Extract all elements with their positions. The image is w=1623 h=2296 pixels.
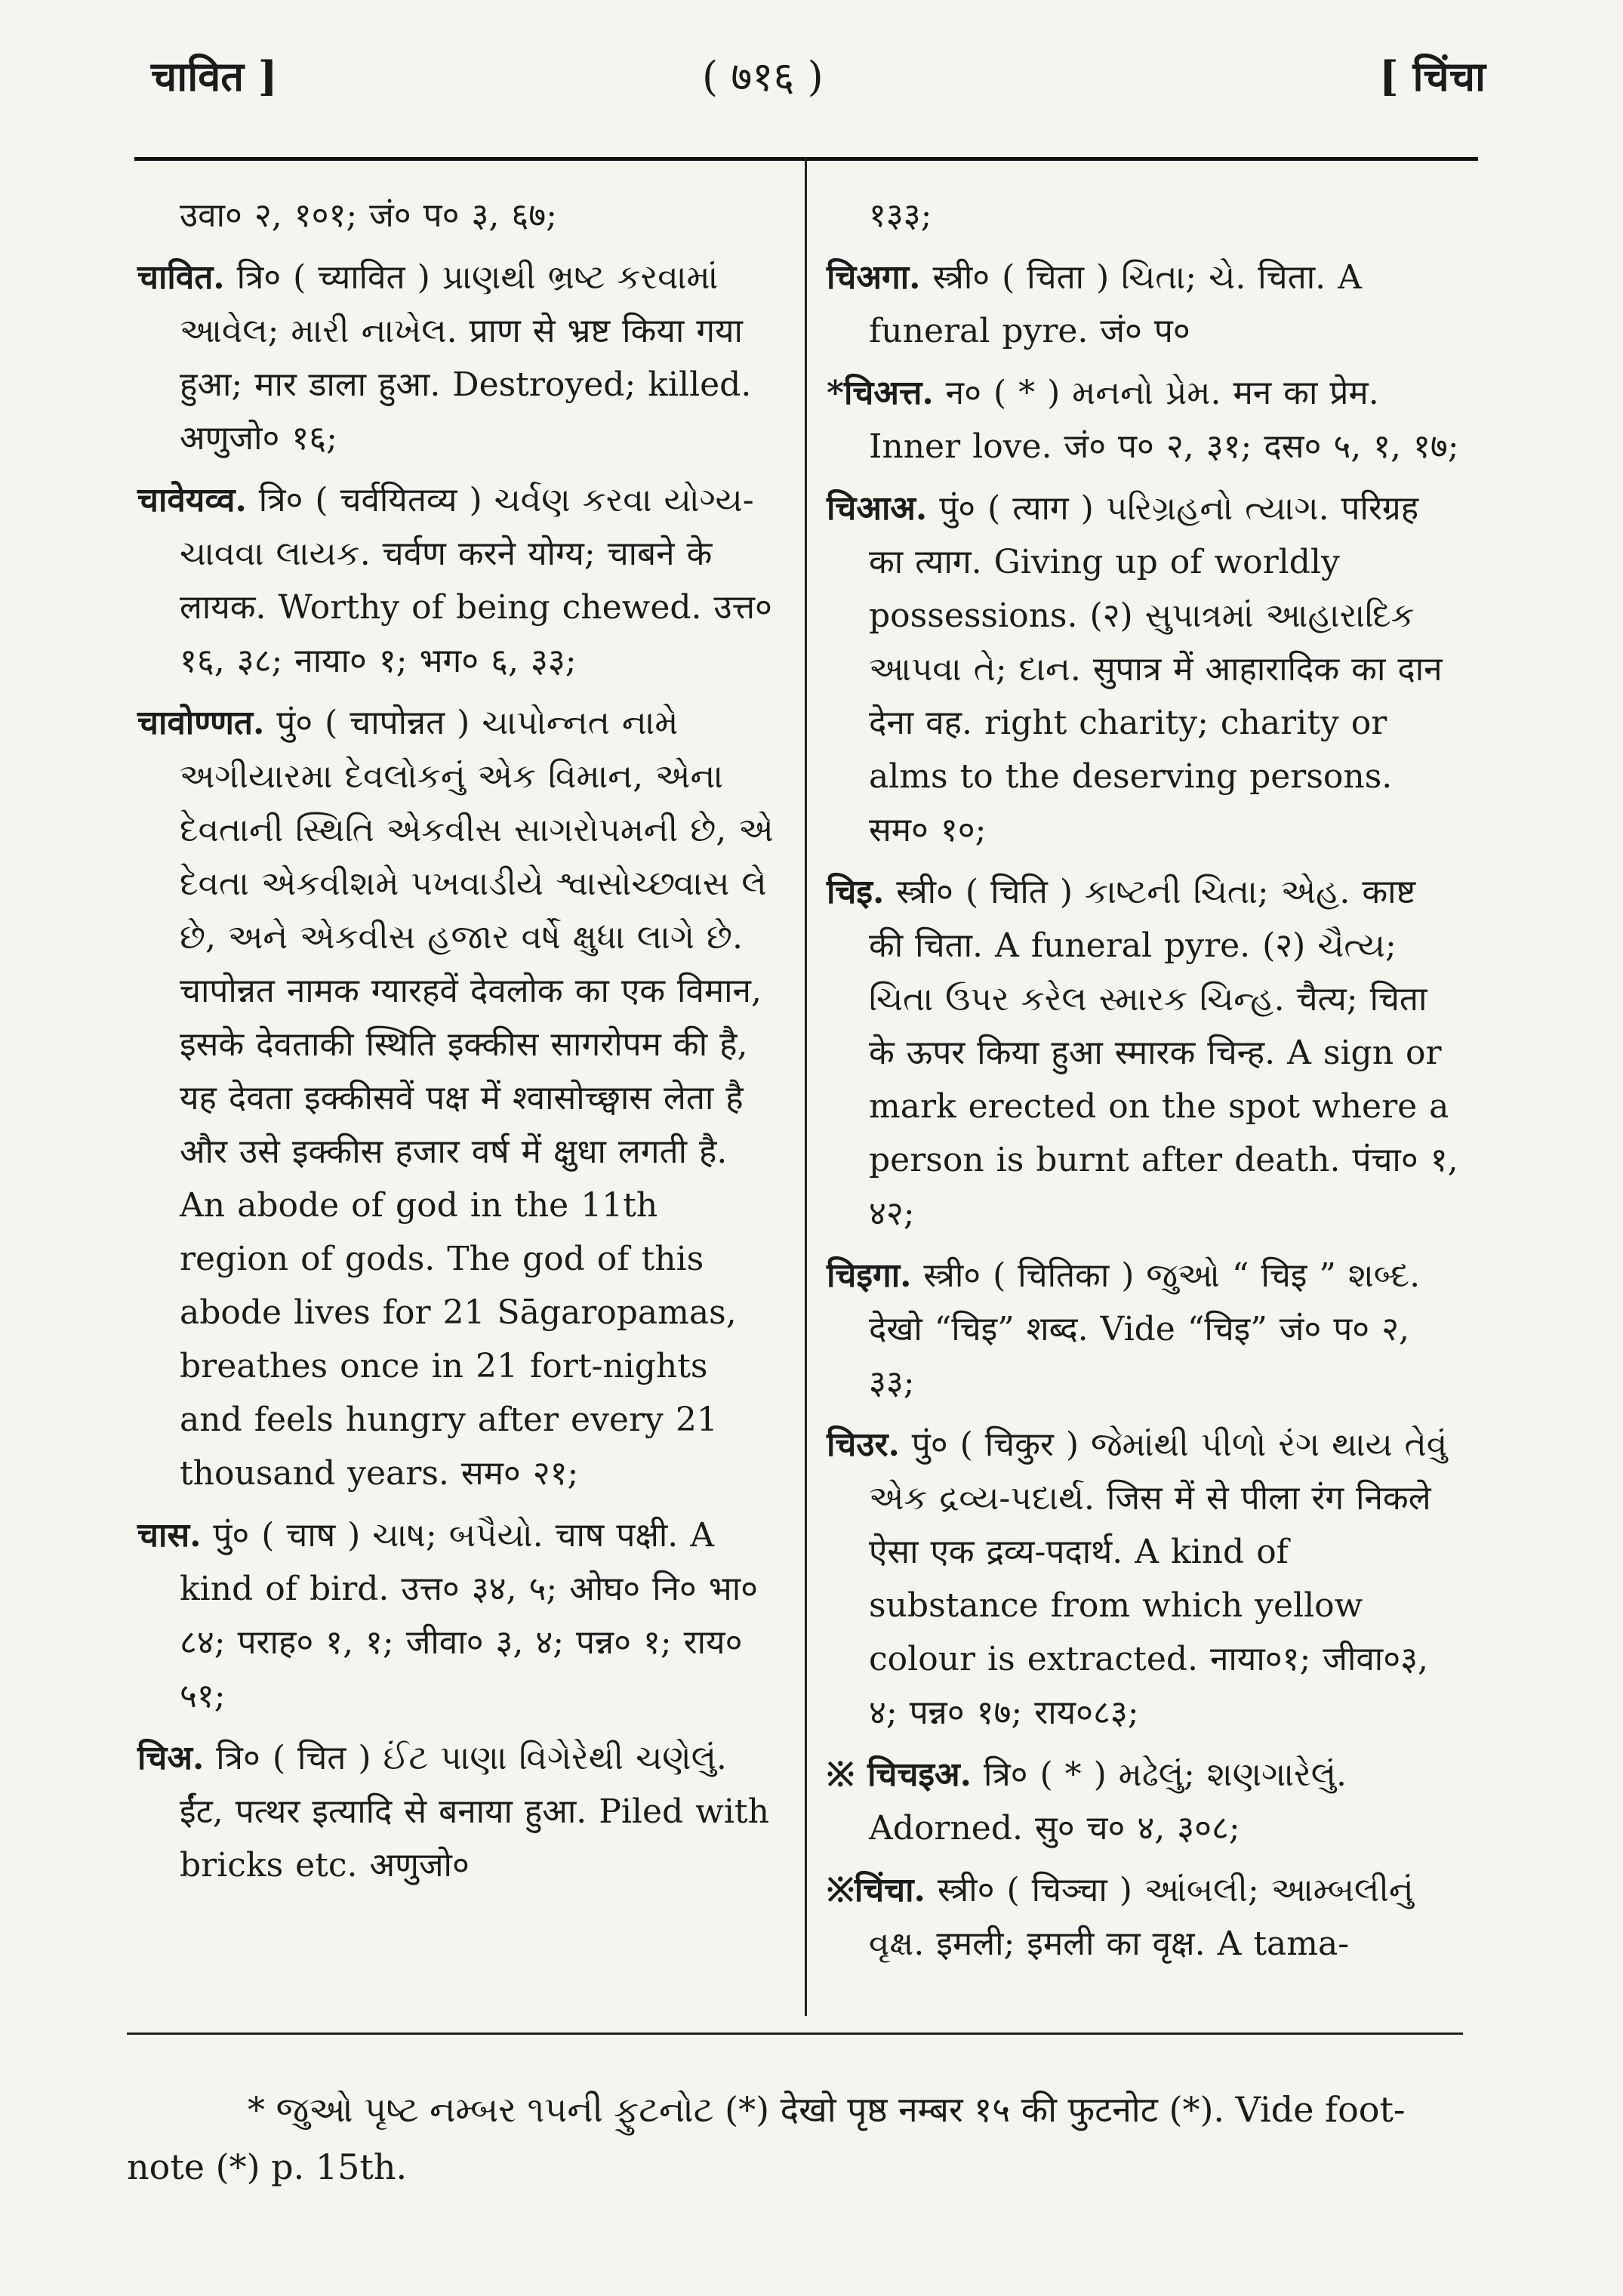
entry-body: पुं० ( चापोन्नत ) ચાપોન્નત નામે અગીયારમા દેવલોકનું એક વિમાન, એના દેવતાની સ્થિતિ એકવીસ સાગરોપમની છે, એ દેવતા એકવીશમે પખવાડીયે શ્વાસોચ્છ્વાસ લે છે, અને એકવીસ હજાર વર્ષે ક્ષુધા લાગે છે. चापोन्नत नामक ग्यारहवें देवलोक का एक विमान, इसके देवताकी स्थिति इक्कीस सागरोपम की है, यह देवता इक्कीसवें पक्ष में श्वासोच्छ्वास लेता है और उसे इक्कीस हजार वर्ष में क्षुधा लगती है. An abode of god in the 11th region of gods. The god of this abode lives for 21 Sāgaropamas, breathes once in 21 fort-nights and feels hungry after every 21 thousand years. सम० २१; [180,704,774,1493]
entry-body: पुं० ( चिकुर ) જેમાંથી પીળો રંગ થાય તેવું એક દ્રવ્ય-પદાર્થ. जिस में से पीला रंग निकले ऐसा एक द्रव्य-पदार्थ. A kind of substance from which yellow colour is extracted. नाया०१; जीवा०३, ४; पन्न० १७; राय०८३; [869,1425,1448,1732]
dictionary-entry [137,189,778,242]
entry-headword: चास. [137,1516,202,1555]
entry-body: स्त्री० ( चितिका ) જુઓ “ चिइ ” શબ્દ. देखो “चिइ” शब्द. Vide “चिइ” जं० प० २, ३३; [869,1256,1421,1402]
footnote: * જુઓ પૃષ્ટ નમ્બર ૧૫ની ફુટનોટ (*) देखो पृष्ठ नम्बर १५ की फुटनोट (*). Vide foot-note (*) p. 15th. [127,2089,1406,2187]
entry-headword: ※चिंचा. [827,1871,925,1909]
entry-headword: चावेयव्व. [137,481,247,519]
entry-headword: *चिअत्त. [827,374,934,412]
dictionary-entry [827,1748,1459,1855]
dictionary-entry [827,482,1459,857]
entry-body: स्त्री० ( चिता ) ચિતા; ચે. चिता. A funeral pyre. जं० प० [869,258,1362,350]
entry-body: त्रि० ( च्यावित ) પ્રાણથી ભ્રષ્ટ કરવામાં આવેલ; મારી નાખેલ. प्राण से भ्रष्ट किया गया हुआ; मार डाला हुआ. Destroyed; killed. अणुजो० १६; [180,258,752,458]
dictionary-entry [137,1509,778,1723]
dictionary-entry [827,251,1459,358]
footnote-rule [127,2032,1463,2035]
entry-headword: चिइ. [827,873,885,911]
dictionary-entry [827,1249,1459,1410]
dictionary-entry [827,366,1459,473]
entry-headword: चिअगा. [827,258,921,297]
entry-body: त्रि० ( * ) મઢેલું; શણગારેલું. Adorned. सु० च० ४, ३०८; [869,1755,1347,1848]
entry-body: स्त्री० ( चिति ) કાષ્ટની ચિતા; એહ. काष्ट की चिता. A funeral pyre. (२) ચૈત્ય; ચિતા ઉપર કરેલ સ્મારક ચિન્હ. चैत्य; चिता के ऊपर किया हुआ स्मारक चिन्ह. A sign or mark erected on the spot where a person is burnt after death. पंचा० १, ४२; [869,873,1458,1233]
entry-headword: चिइगा. [827,1256,912,1295]
running-head-right: [ चिंचा [1379,52,1486,100]
dictionary-entry [137,473,778,688]
entry-body: न० ( * ) મનનો પ્રેમ. मन का प्रेम. Inner love. जं० प० २, ३१; दस० ५, १, १७; [869,374,1459,466]
left-column [137,189,778,1900]
entry-body: उवा० २, १०१; जं० प० ३, ६७; [180,196,557,235]
running-head-left: चावित ] [151,52,278,100]
dictionary-entry [827,189,1459,242]
entry-headword: चिअ. [137,1739,205,1777]
entry-headword: चावोण्णत. [137,704,265,742]
entry-headword: चिआअ. [827,489,928,528]
dictionary-entry [827,865,1459,1240]
dictionary-entry [137,1731,778,1892]
entry-headword: ※ चिचइअ. [827,1755,972,1794]
right-column [827,189,1459,1979]
dictionary-entry [137,696,778,1500]
entry-headword: चिउर. [827,1425,900,1464]
dictionary-entry [827,1863,1459,1971]
entry-body: त्रि० ( चित ) ઈંટ પાણા વિગેરેથી ચણેલું. ईंट, पत्थर इत्यादि से बनाया हुआ. Piled with bricks etc. अणुजो० [180,1739,769,1885]
page-number: ( ७१६ ) [702,53,824,100]
column-divider [805,157,807,2016]
entry-body: स्त्री० ( चिञ्चा ) આંબલી; આમ્બલીનું વૃક્ષ. इमली; इमली का वृक्ष. A tama- [869,1871,1414,1963]
dictionary-entry [137,251,778,465]
entry-body: पुं० ( चाष ) ચાષ; બપૈયો. चाष पक्षी. A kind of bird. उत्त० ३४, ५; ओघ० नि० भा० ८४; पराह० १, १; जीवा० ३, ४; पन्न० १; राय० ५१; [180,1516,758,1715]
entry-headword: चावित. [137,258,225,297]
dictionary-entry [827,1418,1459,1740]
entry-body: पुं० ( त्याग ) પરિગ્રહનો ત્યાગ. परिग्रह का त्याग. Giving up of worldly possessions. (२) સુપાત્રમાં આહારાદિક આપવા તે; દાન. सुपात्र में आहारादिक का दान देना वह. right charity; charity or alms to the deserving persons. सम० १०; [869,489,1443,849]
entry-body: त्रि० ( चर्वयितव्य ) ચર્વણ કરવા યોગ્ય-ચાવવા લાયક. चर्वण करने योग्य; चाबने के लायक. Worthy of being chewed. उत्त० १६, ३८; नाया० १; भग० ६, ३३; [180,481,772,680]
entry-body: १३३; [869,196,932,235]
